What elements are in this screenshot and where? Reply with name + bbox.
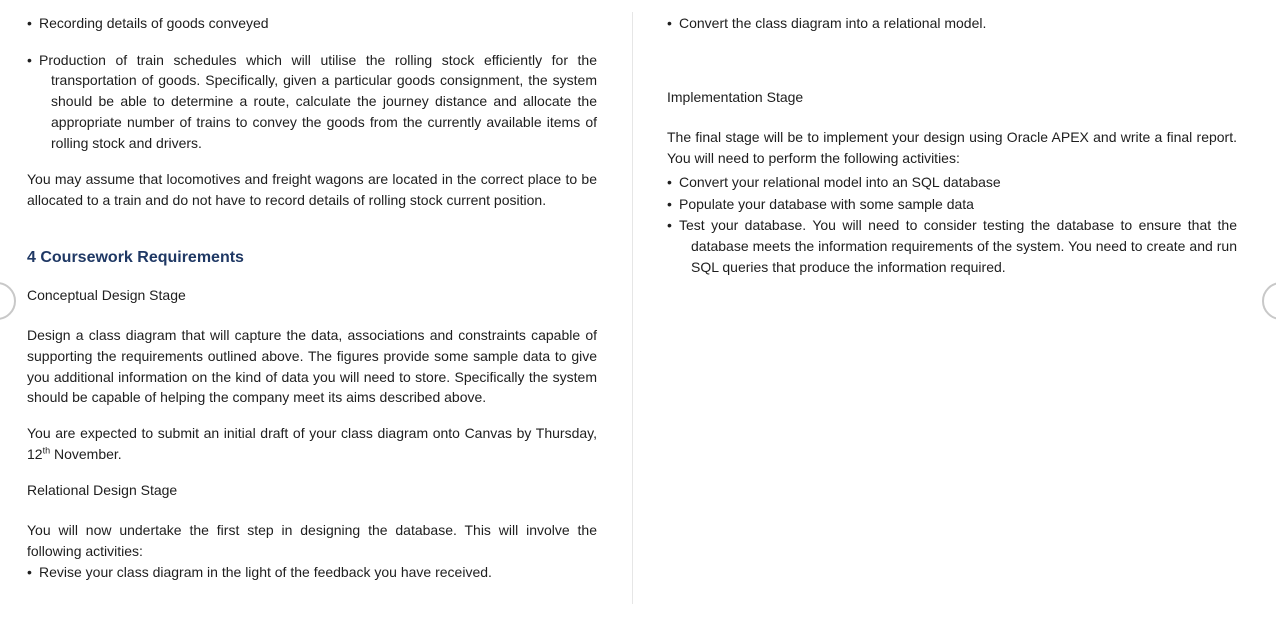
bullet-dot: •	[27, 15, 32, 31]
conceptual-paragraph: Design a class diagram that will capture the data, associations and constraints capable of supporting the requirements outlined above. The figures provide some sample data to give you additional information on the kind of data you will need to store. Specifically the system should be capable of helping the company meet its aims described above.	[27, 327, 597, 406]
bullet-test	[667, 215, 1237, 277]
page-divider	[632, 12, 633, 604]
bullet-convert-text: Convert the class diagram into a relational model.	[679, 15, 987, 31]
next-page-button[interactable]	[1262, 282, 1276, 320]
bullet-dot: •	[667, 15, 672, 31]
section-heading: 4 Coursework Requirements	[27, 248, 244, 266]
relational-paragraph: You will now undertake the first step in designing the database. This will involve the following activities:	[27, 522, 597, 559]
bullet-goods	[27, 13, 597, 34]
para-assume: You may assume that locomotives and freight wagons are located in the correct place to be allocated to a train and do not have to record details of rolling stock current position.	[27, 171, 597, 208]
previous-page-button[interactable]	[0, 282, 16, 320]
relational-heading: Relational Design Stage	[27, 481, 178, 498]
bullet-populate	[667, 194, 1237, 215]
bullet-dot: •	[27, 563, 32, 580]
bullet-goods-text: Recording details of goods conveyed	[39, 15, 269, 31]
bullet-dot: •	[667, 217, 672, 234]
implementation-paragraph: The final stage will be to implement your design using Oracle APEX and write a final report. You will need to perform the following activities:	[667, 129, 1237, 167]
bullet-dot: •	[27, 51, 32, 68]
implementation-heading: Implementation Stage	[667, 88, 804, 105]
left-page-column	[27, 13, 597, 582]
submit-text-start: You are expected to submit an initial draft of your class diagram onto Canvas by Thursday, 12	[27, 425, 597, 462]
ordinal-suffix: th	[42, 445, 51, 456]
bullet-revise-text: Revise your class diagram in the light of the feedback you have received.	[39, 563, 492, 580]
bullet-schedules	[27, 50, 597, 154]
conceptual-heading: Conceptual Design Stage	[27, 286, 186, 303]
bullet-populate-text: Populate your database with some sample data	[679, 195, 974, 212]
right-page-column	[667, 13, 1237, 277]
bullet-sql	[667, 172, 1237, 193]
submit-paragraph	[27, 423, 597, 464]
bullet-dot: •	[667, 195, 672, 212]
submit-text-end: November.	[50, 445, 122, 462]
bullet-test-text: Test your database. You will need to consider testing the database to ensure that the database meets the information requirements of the system. You need to create and run SQL queries that produce the information required.	[679, 217, 1237, 275]
bullet-dot: •	[667, 173, 672, 190]
bullet-revise	[27, 562, 597, 583]
bullet-convert	[667, 13, 1237, 34]
bullet-schedules-text: Production of train schedules which will utilise the rolling stock efficiently for the transportation of goods. Specifically, given a particular goods consignment, the system should be able to determine a route, calculate the journey distance and allocate the appropriate number of trains to convey the goods from the currently available items of rolling stock and drivers.	[39, 51, 597, 151]
bullet-sql-text: Convert your relational model into an SQL database	[679, 173, 1001, 190]
